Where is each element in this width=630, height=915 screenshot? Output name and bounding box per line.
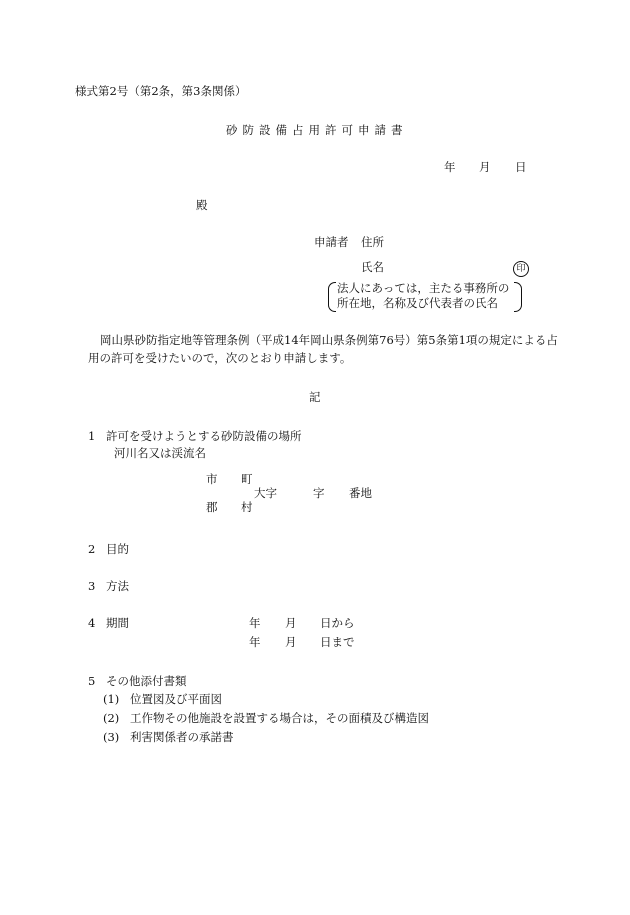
item4-from-year: 年 [249,616,261,630]
item2-number: 2 [88,542,96,556]
date-year: 年 [444,160,456,174]
item4-from-month: 月 [285,616,297,630]
item4-label: 期間 [106,616,129,630]
item1-banchi: 番地 [349,486,372,500]
item1-gun: 郡 [206,500,218,514]
item1-river-name: 河川名又は渓流名 [114,446,206,460]
applicant-note-line1: 法人にあっては，主たる事務所の [337,281,510,295]
date-day: 日 [515,160,527,174]
item5-sub2-number: (2) [103,711,120,725]
body-line1: 岡山県砂防指定地等管理条例（平成14年岡山県条例第76号）第5条第1項の規定による占 [100,333,558,347]
body-line2: 用の許可を受けたいので，次のとおり申請します。 [88,351,352,365]
item5-sub1-text: 位置図及び平面図 [130,692,222,706]
item5-label: その他添付書類 [106,674,187,688]
item1-aza: 字 [313,486,325,500]
item5-sub2-text: 工作物その他施設を設置する場合は，その面積及び構造図 [130,711,429,725]
item3-number: 3 [88,579,96,593]
date-month: 月 [479,160,491,174]
item5-sub3-number: (3) [103,730,120,744]
item4-to-day: 日まで [320,635,355,649]
item1-town: 町 [241,472,253,486]
document-title: 砂防設備占用許可申請書 [226,123,408,137]
item4-to-month: 月 [285,635,297,649]
item3-label: 方法 [106,579,129,593]
item5-sub1-number: (1) [103,692,120,706]
item1-oaza: 大字 [254,486,277,500]
item4-from-day: 日から [320,616,355,630]
item5-sub3-text: 利害関係者の承諾書 [130,730,234,744]
form-number: 様式第2号（第2条，第3条関係） [75,84,247,98]
note-bracket-right [514,282,522,312]
item5-number: 5 [88,674,96,688]
applicant-address-label: 住所 [361,235,384,249]
applicant-label: 申請者 [314,235,349,249]
seal-mark: 印 [513,261,529,277]
note-bracket-left [328,282,336,312]
applicant-name-label: 氏名 [361,260,384,274]
item2-label: 目的 [106,542,129,556]
item1-village: 村 [241,500,253,514]
applicant-note-line2: 所在地，名称及び代表者の氏名 [337,296,498,310]
item1-number: 1 [88,429,96,443]
item4-to-year: 年 [249,635,261,649]
item1-city: 市 [206,472,218,486]
item4-number: 4 [88,616,96,630]
item1-label: 許可を受けようとする砂防設備の場所 [106,429,302,443]
ki-heading: 記 [309,390,321,404]
addressee-suffix: 殿 [196,198,208,212]
